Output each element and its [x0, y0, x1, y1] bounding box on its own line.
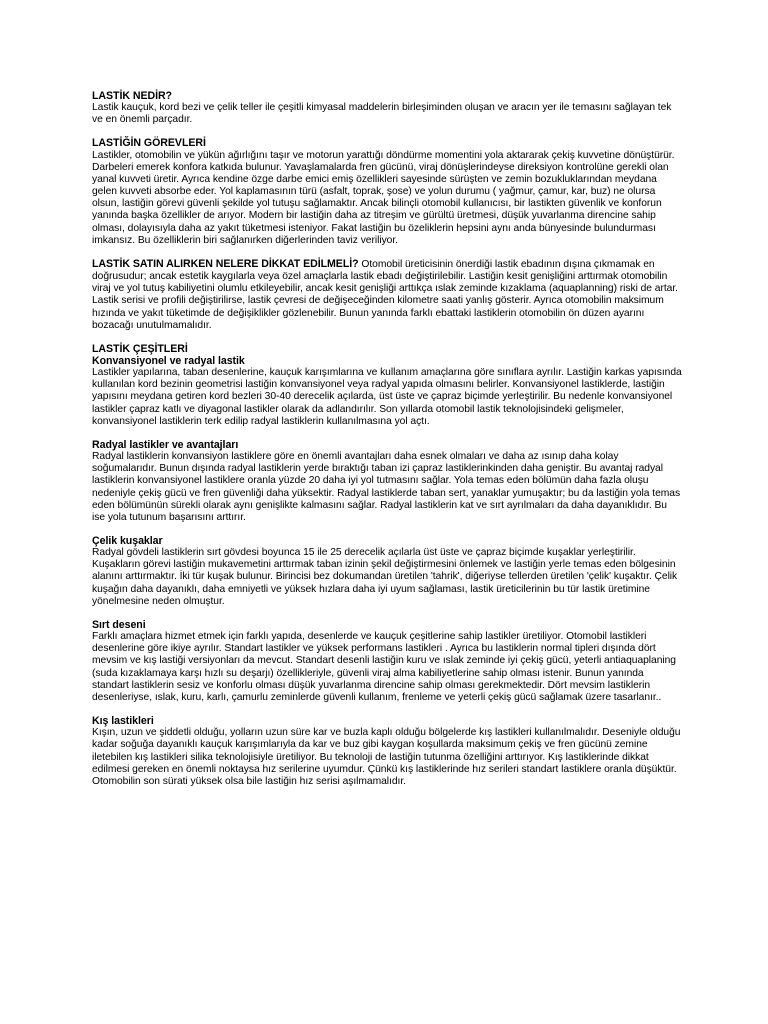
- section-body: Kışın, uzun ve şiddetli olduğu, yolların uzun süre kar ve buzla kaplı olduğu bölgelerde kış lastikleri kullanılmalıdır. Deseniyle olduğu kadar soğuğa dayanıklı kauçuk karışımlarıyla da kar ve buz gibi kaygan koşullarda maksimum çekiş ve fren gücünü zemine iletebilen kış lastikleri silika teknolojisiyle üretiliyor. Bu teknoloji de lastiğin tutunma özelliğini arttırıyor. Kış lastiklerinde dikkat edilmesi gereken en önemli noktaysa hız serilerine uyumdur. Çünkü kış lastiklerinde hız serileri standart lastiklere oranla düşüktür. Otomobilin son sürati yüksek olsa bile lastiğin hız serisi aşılmamalıdır.: [92, 727, 681, 787]
- section-body: Farklı amaçlara hizmet etmek için farklı yapıda, desenlerde ve kauçuk çeşitlerine sahip lastikler üretiliyor. Otomobil lastikleri desenlerine göre ikiye ayrılır. Standart lastikler ve yüksek performans lastikleri . Ayrıca bu lastiklerin normal tipleri dışında dört mevsim ve kış lastiği versiyonları da mevcut. Standart desenli lastiğin kuru ve ıslak zeminde iyi çekiş gücü, yeterli antiaquaplaning (suda kızaklamaya karşı hızlı su deşarjı) özellikleriyle, güvenli viraj alma kabiliyetlerine sahip olması istenir. Bunun yanında standart lastiklerin sesiz ve konforlu olması düşük yuvarlanma direncine sahip olması gerekmektedir. Dört mevsim lastiklerin desenleriyse, ıslak, kuru, karlı, çamurlu zeminlerde güvenli kullanım, frenleme ve yeterli çekiş gücü sağlamak üzere tasarlanır..: [92, 631, 676, 703]
- section-radyal-lastikler: [92, 439, 682, 524]
- section-body: Radyal lastiklerin konvansiyon lastiklere göre en önemli avantajları daha esnek olmaları ve daha az ısınıp daha kolay soğumalarıdır. Bunun dışında radyal lastiklerin yerde bıraktığı taban izi çapraz lastiklerinkinden daha geniştir. Bu avantaj radyal lastiklerin konvansiyonel lastiklere oranla yüzde 20 daha iyi yol tutmasını sağlar. Yola temas eden bölümün daha fazla oluşu nedeniyle çekiş gücü ve fren güvenliği daha yüksektir. Radyal lastiklerde taban sert, yanaklar yumuşaktır; bu da lastiğin yola temas eden bölümünün sürekli olarak aynı genişlikte kalmasını sağlar. Radyal lastiklerin kat ve sırt ayrılmaları da daha dayanıklıdır. Bu ise yola tutunum başarısını arttırır.: [92, 451, 681, 523]
- section-heading: Radyal lastikler ve avantajları: [92, 438, 239, 451]
- section-body: Lastik kauçuk, kord bezi ve çelik teller ile çeşitli kimyasal maddelerin birleşiminden oluşan ve aracın yer ile temasını sağlayan tek ve en önemli parçadır.: [92, 102, 672, 126]
- section-sirt-deseni: [92, 619, 682, 704]
- section-lastik-nedir: [92, 90, 682, 126]
- section-satin-alirken: [92, 258, 682, 332]
- section-heading: LASTİK ÇEŞİTLERİ: [92, 342, 188, 355]
- section-lastik-cesitleri: [92, 343, 682, 428]
- section-body: Lastikler yapılarına, taban desenlerine, kauçuk karışımlarına ve kullanım amaçlarına göre sınıflara ayrılır. Lastiğin karkas yapısında kullanılan kord bezinin geometrisi lastiğin konvansiyonel veya radyal yapıda olmasını belirler. Konvansiyonel lastiklerde, lastiğin yapısını meydana getiren kord bezleri 30-40 derecelik açılarda, üst üste ve çapraz biçimde yerleştirilir. Bu nedenle konvansiyonel lastikler çapraz katlı ve diyagonal lastikler olarak da adlandırılır. Son yıllarda otomobil lastik teknolojisindeki gelişmeler, konvansiyonel lastiklerin terk edilip radyal lastiklerin kullanılmasına yol açtı.: [92, 367, 682, 427]
- section-paragraph: [92, 258, 682, 332]
- section-lastigin-gorevleri: [92, 137, 682, 246]
- section-heading: Kış lastikleri: [92, 715, 154, 728]
- section-body: Lastikler, otomobilin ve yükün ağırlığını taşır ve motorun yarattığı döndürme momentini yola aktararak çekiş kuvvetine dönüştürür. Darbeleri emerek konfora katkıda bulunur. Yavaşlamalarda fren gücünü, viraj dönüşlerindeyse direksiyon kontrolüne gerekli olan yanal kuvveti üretir. Ayrıca kendine özge darbe emici emiş özellikleri sayesinde sürüşten ve zemin bozukluklarından meydana gelen kuvveti absorbe eder. Yol kaplamasının türü (asfalt, toprak, şose) ve yolun durumu ( yağmur, çamur, kar, buz) ne olursa olsun, lastiğin görevi güvenli şekilde yol tutuşu sağlamaktır. Ancak bilinçli otomobil kullanıcısı, bir lastikten güvenlik ve konforun yanında başka özellikler de arıyor. Modern bir lastiğin daha az titreşim ve gürültü üretmesi, düşük yuvarlanma direncine sahip olması, dolayısıyla daha az yakıt tüketmesi isteniyor. Fakat lastiğin bu özeliklerin hepsini aynı anda bünyesinde bulundurması imkansız. Bu özelliklerin biri sağlanırken diğerlerinden taviz veriliyor.: [92, 149, 675, 246]
- section-body: Otomobil üreticisinin önerdiği lastik ebadının dışına çıkmamak en doğrusudur; ancak estetik kaygılarla veya özel amaçlarla lastik ebadı değiştirilebilir. Lastiğin kesit genişliğini arttırmak otomobilin viraj ve yol tutuş kabiliyetini olumlu etkileyebilir, ancak kesit genişliği arttıkça ıslak zeminde kızaklama (aquaplanning) riski de artar. Lastik serisi ve profili değiştirilirse, lastik çevresi de değişeceğinden kilometre saati yanlış gösterir. Ayrıca otomobilin maksimum hızında ve yakıt tüketimde de değişiklikler gözlenebilir. Bunun yanında farklı ebattaki lastiklerin otomobilin ön düzen ayarını bozacağı unutulmamalıdır.: [92, 258, 678, 331]
- section-kis-lastikleri: [92, 715, 682, 788]
- section-subheading: Konvansiyonel ve radyal lastik: [92, 354, 245, 367]
- section-heading: LASTİĞİN GÖREVLERİ: [92, 137, 206, 150]
- section-heading: Sırt deseni: [92, 618, 146, 631]
- section-heading: LASTİK SATIN ALIRKEN NELERE DİKKAT EDİLMELİ?: [92, 257, 359, 270]
- section-body: Radyal gövdeli lastiklerin sırt gövdesi boyunca 15 ile 25 derecelik açılarla üst üste ve çapraz biçimde kuşaklar yerleştirilir. Kuşakların görevi lastiğin mukavemetini arttırmak taban izinin şekil değiştirmesini önlemek ve lastiğin yerle temas eden bölgesinin alanını arttırmaktır. İki tür kuşak bulunur. Birincisi bez dokumandan üretilen 'tahrik', diğeriyse tellerden üretilen 'çelik' kuşaktır. Çelik kuşağın daha dayanıklı, daha emniyetli ve yüksek hızlara daha iyi uyum sağlaması, lastik üreticilerinin bu tür lastik üretimine yönelmesine neden olmuştur.: [92, 547, 678, 607]
- section-heading: LASTİK NEDİR?: [92, 90, 172, 102]
- section-celik-kusaklar: [92, 535, 682, 608]
- document-content: [92, 90, 682, 799]
- section-heading: Çelik kuşaklar: [92, 535, 163, 547]
